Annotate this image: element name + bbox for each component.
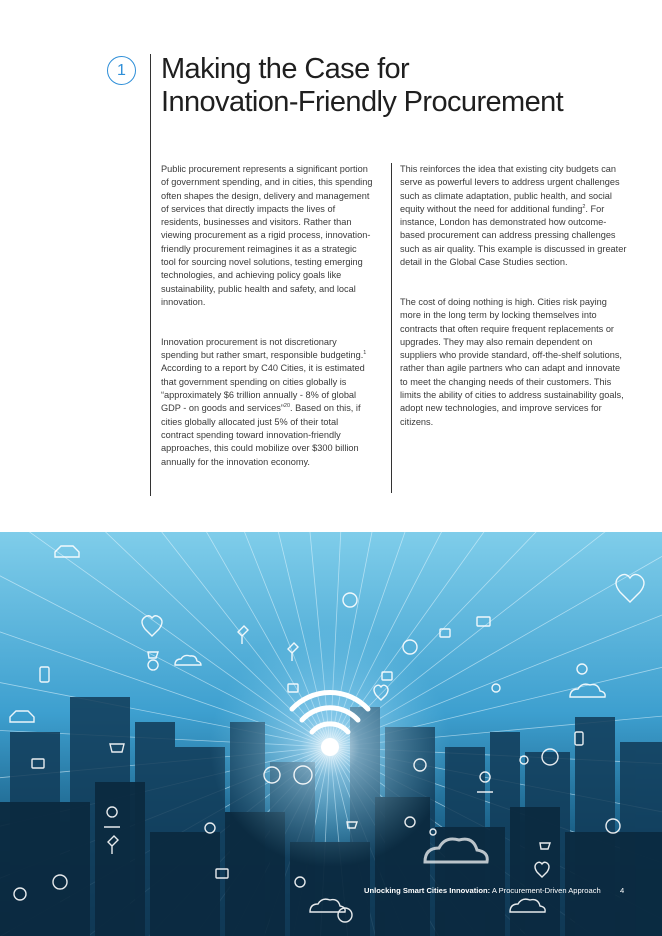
left-paragraph-2 (161, 336, 373, 469)
left-paragraph-1: Public procurement represents a significant portion of government spending, and in cities, this spending often shapes the design, delivery and management of services that directly impacts the lives of residents, businesses and visitors. Rather than viewing procurement as a rigid process, innovation-friendly procurement reimagines it as a strategic tool for sourcing novel solutions, testing emerging technologies, and achieving policy goals like sustainability, public health and safety, and local innovation. (161, 164, 373, 307)
footnote-ref-20: 20 (283, 403, 291, 410)
page-title (161, 53, 563, 119)
footnote-ref-2: 2 (582, 203, 586, 210)
chapter-number-badge: 1 (107, 56, 136, 85)
left-paragraph-2-text-b: According to a report by C40 Cities, it is estimated that government spending on cities globally is “approximately $6 trillion annually - 8% of global GDP - on goods and services” (161, 363, 365, 414)
smart-city-illustration (0, 532, 662, 936)
page-number: 4 (620, 886, 625, 895)
page-title-line-1: Making the Case for (161, 53, 410, 85)
right-paragraph-1-text-a: This reinforces the idea that existing city budgets can serve as powerful levers to address urgent challenges such as climate adaptation, public health, and social equity without the need for additional funding (400, 164, 620, 214)
footer-subtitle: A Procurement-Driven Approach (490, 886, 601, 895)
right-column (400, 163, 630, 429)
footnote-ref-1: 1 (363, 350, 367, 357)
column-divider (391, 163, 392, 493)
title-divider (150, 54, 151, 496)
left-paragraph-2-text-a: Innovation procurement is not discretionary spending but rather smart, responsible budgeting. (161, 336, 364, 361)
right-paragraph-2: The cost of doing nothing is high. Cities risk paying more in the long term by locking themselves into contracts that often require frequent replacements or upgrades. They may also remain dependent on suppliers who provide standard, off-the-shelf solutions, rather than agile partners who can adapt and innovate to meet the changing needs of their customers. This limits the ability of cities to address sustainability goals, adopt new technologies, and improve services for citizens. (400, 296, 624, 427)
smart-city-hero-image (0, 532, 662, 936)
page-footer (364, 886, 626, 896)
right-paragraph-1 (400, 163, 630, 269)
page-title-line-2: Innovation-Friendly Procurement (161, 86, 564, 118)
left-paragraph-2-text-c: . Based on this, if cities globally allocated just 5% of their total contract spending toward innovation-friendly approaches, this could mobilize over $300 billion annually for the innovation economy. (161, 403, 361, 467)
left-column (161, 163, 373, 469)
right-paragraph-1-text-b: . For instance, London has demonstrated how outcome-based procurement can address pressing challenges such as air quality. This example is discussed in greater detail in the Global Case Studies section. (400, 203, 627, 268)
footer-report-title: Unlocking Smart Cities Innovation: (364, 886, 491, 895)
